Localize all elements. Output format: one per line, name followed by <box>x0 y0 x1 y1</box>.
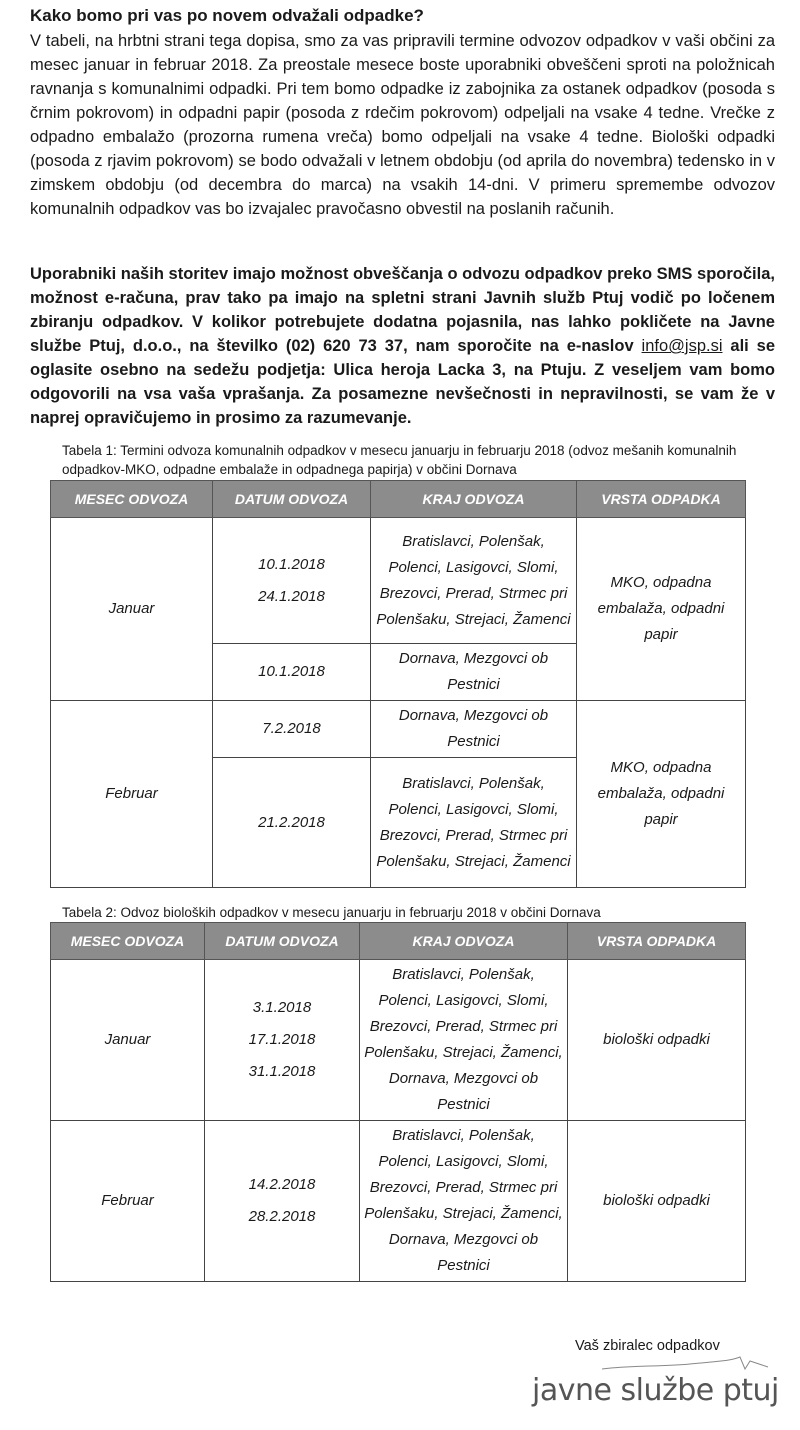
table2-header-month: MESEC ODVOZA <box>51 923 205 960</box>
intro-paragraph: V tabeli, na hrbtni strani tega dopisa, smo za vas pripravili termine odvozov odpadkov v vaši občini za mesec januar in februar 2018. Za preostale mesece boste uporabniki obveščeni sproti na položnicah ravnanja s komunalnimi odpadki. Pri tem bomo odpadke iz zabojnika za ostanek odpadkov (posoda s črnim pokrovom) in odpadni papir (posoda z rdečim pokrovom) odpeljali na vsake 4 tedne. Vrečke z odpadno embalažo (prozorna rumena vreča) bomo odpeljali na vsake 4 tedne. Biološki odpadki (posoda z rjavim pokrovom) se bodo odvažali v letnem obdobju (od aprila do novembra) tedensko in v zimskem obdobju (od decembra do marca) na vsakih 14-dni. V primeru spremembe odvozov komunalnih odpadkov vas bo izvajalec pravočasno obvestil na poslanih računih. <box>30 32 775 218</box>
table1-header-row <box>51 481 746 518</box>
type-cell: MKO, odpadna embalaža, odpadni papir <box>577 701 746 888</box>
place-cell: Dornava, Mezgovci ob Pestnici <box>371 644 577 701</box>
place-cell: Bratislavci, Polenšak, Polenci, Lasigovci, Slomi, Brezovci, Prerad, Strmec pri Polenšaku, Strejaci, Žamenci <box>371 758 577 888</box>
table2-header-date: DATUM ODVOZA <box>205 923 360 960</box>
notice-text-1: Uporabniki naših storitev imajo možnost obveščanja o odvozu odpadkov preko SMS sporočila, možnost e-računa, prav tako pa imajo na spletni strani Javnih služb Ptuj vodič po ločenem zbiranju odpadkov. V kolikor potrebujete dodatna pojasnila, nas lahko pokličete na Javne službe Ptuj, d.o.o., na številko (02) 620 73 37, nam sporočite na e-naslov <box>30 265 775 355</box>
date-cell <box>205 1121 360 1282</box>
place-cell: Dornava, Mezgovci ob Pestnici <box>371 701 577 758</box>
table2 <box>50 922 746 1282</box>
table2-caption: Tabela 2: Odvoz bioloških odpadkov v mesecu januarju in februarju 2018 v občini Dornava <box>62 905 601 920</box>
date-cell <box>213 518 371 644</box>
date-value: 10.1.2018 <box>258 555 325 573</box>
place-cell: Bratislavci, Polenšak, Polenci, Lasigovci, Slomi, Brezovci, Prerad, Strmec pri Polenšaku, Strejaci, Žamenci <box>371 518 577 644</box>
signature-scribble <box>600 1355 770 1375</box>
type-cell: MKO, odpadna embalaža, odpadni papir <box>577 518 746 701</box>
notice-text-2: ali se oglasite osebno na sedežu podjetja: Ulica heroja Lacka 3, na Ptuju. Z veseljem vam bomo odgovorili na vsa vaša vprašanja. Za posamezne nevšečnosti in nepravilnosti, se vam že v naprej opravičujemo in prosimo za razumevanje. <box>30 337 775 427</box>
date-value: 28.2.2018 <box>248 1208 316 1225</box>
table-row <box>51 701 746 758</box>
email-link[interactable]: info@jsp.si <box>641 337 723 355</box>
table2-header-place: KRAJ ODVOZA <box>360 923 568 960</box>
date-cell: 21.2.2018 <box>213 758 371 888</box>
type-cell: biološki odpadki <box>568 1121 746 1282</box>
table-row <box>51 518 746 644</box>
date-cell: 7.2.2018 <box>213 701 371 758</box>
table1-header-month: MESEC ODVOZA <box>51 481 213 518</box>
month-cell: Februar <box>51 1121 205 1282</box>
month-cell: Januar <box>51 960 205 1121</box>
date-value: 17.1.2018 <box>248 1031 316 1048</box>
date-value: 24.1.2018 <box>258 587 325 605</box>
table-row <box>51 1121 746 1282</box>
table1-header-date: DATUM ODVOZA <box>213 481 371 518</box>
date-value: 3.1.2018 <box>252 999 312 1016</box>
table1-header-type: VRSTA ODPADKA <box>577 481 746 518</box>
date-cell <box>205 960 360 1121</box>
month-cell: Februar <box>51 701 213 888</box>
company-logo: javne službe ptuj <box>532 1373 779 1408</box>
table1-header-place: KRAJ ODVOZA <box>371 481 577 518</box>
place-cell: Bratislavci, Polenšak, Polenci, Lasigovci, Slomi, Brezovci, Prerad, Strmec pri Polenšaku, Strejaci, Žamenci, Dornava, Mezgovci ob Pestnici <box>360 1121 568 1282</box>
date-value: 14.2.2018 <box>248 1176 316 1193</box>
type-cell: biološki odpadki <box>568 960 746 1121</box>
table2-header-row <box>51 923 746 960</box>
table-row <box>51 960 746 1121</box>
date-cell: 10.1.2018 <box>213 644 371 701</box>
table1-caption: Tabela 1: Termini odvoza komunalnih odpadkov v mesecu januarju in februarju 2018 (odvoz mešanih komunalnih odpadkov-MKO, odpadne embalaže in odpadnega papirja) v občini Dornava <box>62 443 737 477</box>
month-cell: Januar <box>51 518 213 701</box>
signoff: Vaš zbiralec odpadkov <box>575 1338 720 1354</box>
table1 <box>50 480 746 888</box>
notice-paragraph <box>30 262 775 430</box>
page-title: Kako bomo pri vas po novem odvažali odpadke? <box>30 6 424 25</box>
table2-header-type: VRSTA ODPADKA <box>568 923 746 960</box>
date-value: 31.1.2018 <box>248 1063 316 1080</box>
place-cell: Bratislavci, Polenšak, Polenci, Lasigovci, Slomi, Brezovci, Prerad, Strmec pri Polenšaku, Strejaci, Žamenci, Dornava, Mezgovci ob Pestnici <box>360 960 568 1121</box>
